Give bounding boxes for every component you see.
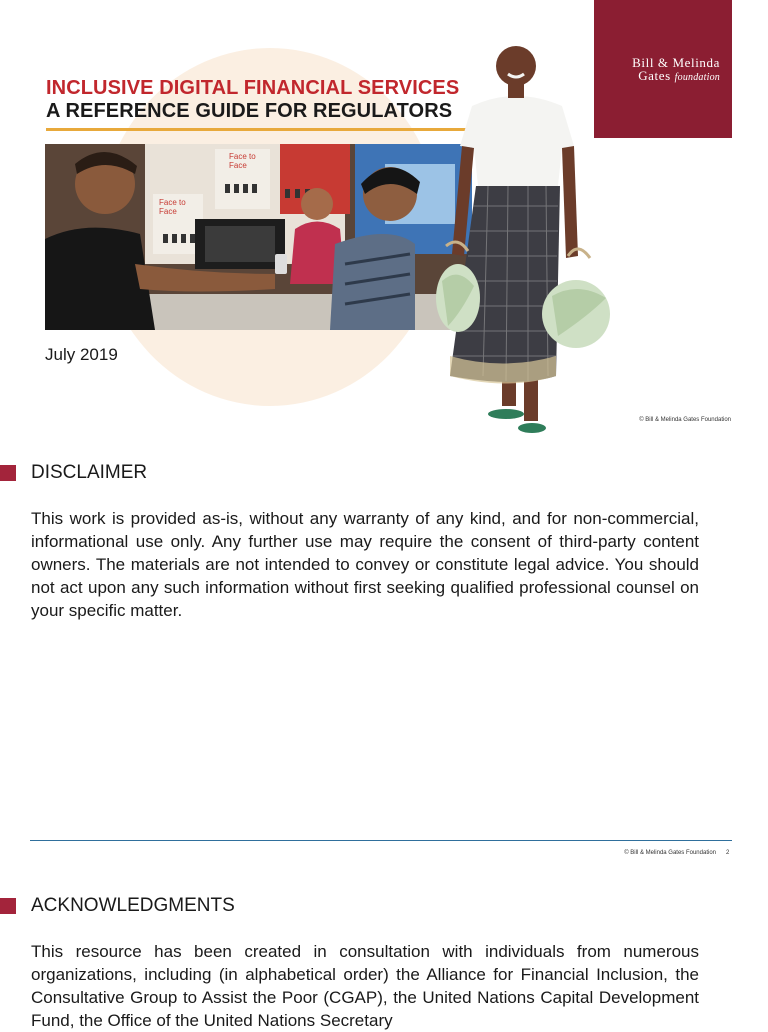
logo-text-line2 — [638, 68, 720, 84]
footer-copyright: © Bill & Melinda Gates Foundation — [624, 850, 716, 856]
cover-title-line1: INCLUSIVE DIGITAL FINANCIAL SERVICES — [46, 77, 460, 99]
footer-divider — [30, 840, 732, 841]
cover-title-line2: A REFERENCE GUIDE FOR REGULATORS — [46, 100, 453, 122]
disclaimer-heading: DISCLAIMER — [31, 462, 148, 483]
logo-text-line1: Bill & Melinda — [632, 55, 720, 70]
title-underline — [46, 128, 472, 131]
gates-foundation-logo — [594, 0, 732, 138]
disclaimer-section-marker — [0, 465, 16, 481]
page-number: 2 — [726, 850, 730, 856]
shop-sign-1: Face to Face — [229, 152, 256, 170]
mobile-shop-illustration — [45, 144, 472, 330]
logo-gates-text: Gates — [638, 68, 671, 83]
disclaimer-body: This work is provided as-is, without any warranty of any kind, and for non-commercial, informational use only. Any further use may require the consent of third-party content owners. The materials are not intended to convey or constitute legal advice. You should not act upon any such information without first seeking qualified professional counsel on your specific matter. — [31, 509, 699, 620]
acknowledgments-heading: ACKNOWLEDGMENTS — [31, 895, 235, 916]
acknowledgments-section-marker — [0, 898, 16, 914]
mobile-shop-photo — [45, 144, 472, 330]
cover-copyright: © Bill & Melinda Gates Foundation — [639, 417, 731, 423]
acknowledgments-body: This resource has been created in consultation with individuals from numerous organizations, including (in alphabetical order) the Alliance for Financial Inclusion, the Consultative Group to Assist the Poor (CGAP), the United Nations Capital Development Fund, the Office of the United Nations Secretary — [31, 942, 699, 1030]
logo-foundation-text: foundation — [674, 72, 720, 83]
publication-date: July 2019 — [45, 345, 118, 364]
shop-sign-2: Face to Face — [159, 198, 186, 216]
